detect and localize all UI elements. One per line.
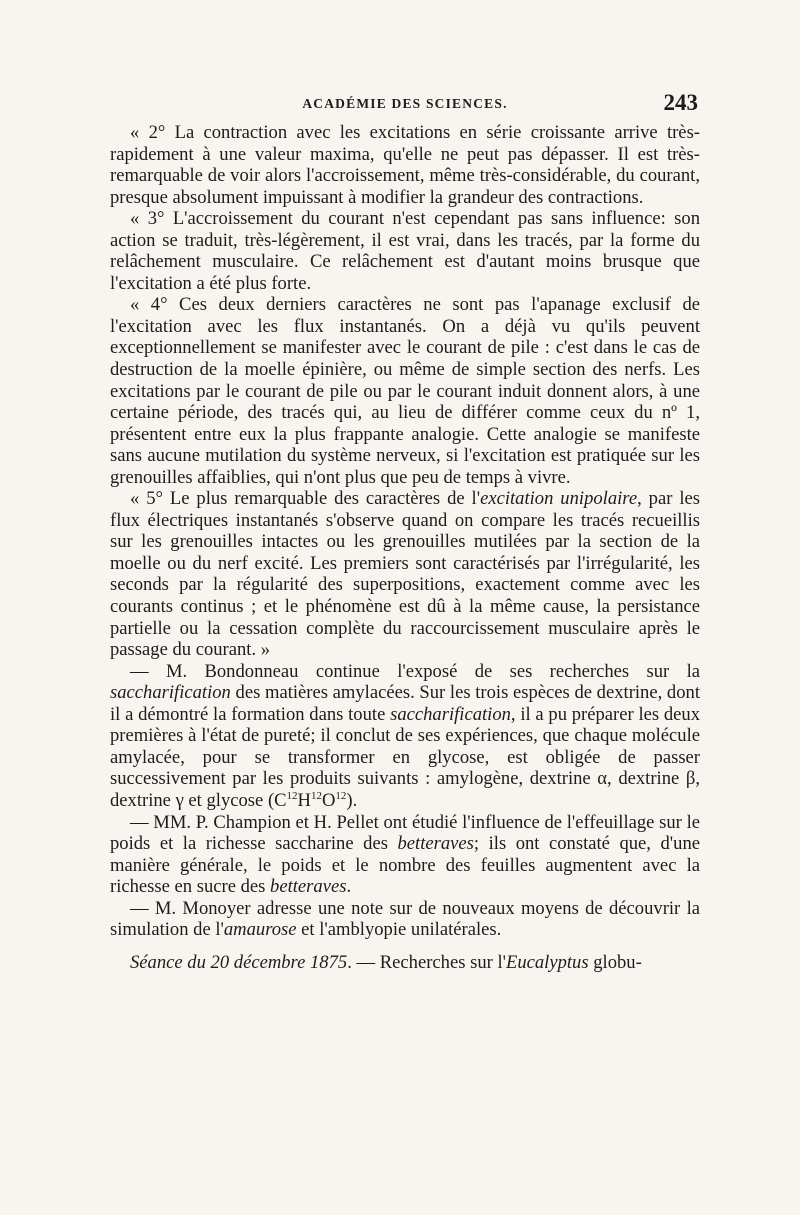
text-run: O [321, 789, 336, 811]
formula-superscript: 12 [335, 789, 347, 802]
page-body [110, 122, 700, 973]
text-run: ; ils ont constaté que, d'une manière générale, le poids et le nombre des feuilles augmentent avec la richesse en sucre des [110, 833, 700, 898]
paragraph-accroissement-courant: « 3° L'accroissement du courant n'est cependant pas sans influence: son action se traduit, très-légèrement, il est vrai, dans les tracés, par la forme du relâchement musculaire. Ce relâchement est d'autant moins brusque que l'excitation a été plus forte. [110, 208, 700, 294]
text-run: , par les flux électriques instantanés s'observe quand on compare les tracés recueillis sur les grenouilles intactes ou les grenouilles mutilées par la section de la moelle ou du nerf excité. Les premiers sont caractérisés par l'irrégularité, les seconds par la régularité des superpositions, exactement comme avec les courants continus ; et le phénomène est dû à la même cause, la persistance partielle ou la cessation complète du raccourcissement musculaire après le passage du courant. » [110, 488, 700, 661]
text-run: des matières amylacées. Sur les trois espèces de dextrine, dont il a démontré la formation dans toute [110, 682, 700, 725]
text-run: globu- [588, 951, 642, 973]
italic-term: saccharification [390, 703, 511, 725]
text-run: . [346, 876, 352, 898]
italic-term: amaurose [223, 919, 297, 941]
text-run: . — Recherches sur l' [347, 951, 506, 973]
text-run: , il a pu préparer les deux premières à l'état de pureté; il conclut de ses expériences, que chaque molécule amylacée, pour se transformer en glycose, est obligée de passer successivement par les produits suivants : amylogène, dextrine α, dextrine β, dextrine γ et glycose (C [110, 703, 700, 811]
text-run: et l'amblyopie unilatérales. [296, 919, 502, 941]
text-run: ). [346, 789, 358, 811]
running-title: ACADÉMIE DES SCIENCES. [302, 96, 508, 111]
italic-term: betteraves [397, 833, 474, 855]
italic-term: saccharification [110, 682, 231, 704]
paragraph-flux-instantanes: « 4° Ces deux derniers caractères ne sont pas l'apanage exclusif de l'excitation avec les flux instantanés. On a déjà vu qu'ils peuvent exceptionnellement se manifester avec le courant de pile : c'est dans le cas de destruction de la moelle épinière, ou même de simple section des nerfs. Les excitations par le courant de pile ou par le courant induit donnent alors, à une certaine période, des tracés qui, au lieu de différer comme ceux du nº 1, présentent entre eux la plus frappante analogie. Cette analogie se manifeste sans aucune mutilation du système nerveux, si l'excitation est pratiquée sur les grenouilles affaiblies, qui n'ont plus que peu de temps à vivre. [110, 294, 700, 488]
text-run: — MM. P. Champion et H. Pellet ont étudié l'influence de l'effeuillage sur le poids et la richesse saccharine des [110, 811, 700, 855]
formula-superscript: 12 [310, 789, 322, 802]
paragraph-champion-pellet [110, 812, 700, 898]
formula-superscript: 12 [286, 789, 298, 802]
document-page [110, 88, 700, 973]
text-run: — M. Monoyer adresse une note sur de nouveaux moyens de découvrir la simulation de l' [110, 897, 700, 941]
italic-term: excitation unipolaire [480, 488, 638, 510]
page-number: 243 [663, 90, 698, 115]
paragraph-contraction-maxima: « 2° La contraction avec les excitations en série croissante arrive très-rapidement à une valeur maxima, qu'elle ne peut pas dépasser. Il est très-remarquable de voir alors l'accroissement, même très-considérable, du courant, presque absolument impuissant à modifier la grandeur des contractions. [110, 122, 700, 208]
paragraph-bondonneau-saccharification [110, 661, 700, 812]
page-header [110, 88, 700, 122]
paragraph-excitation-unipolaire [110, 488, 700, 660]
paragraph-monoyer [110, 898, 700, 941]
text-run: — M. Bondonneau continue l'exposé de ses recherches sur la [130, 660, 700, 682]
text-run: H [297, 789, 311, 811]
session-date: Séance du 20 décembre 1875 [130, 951, 348, 973]
italic-term: betteraves [270, 876, 347, 898]
italic-term: Eucalyptus [505, 951, 589, 973]
paragraph-seance-20-decembre [110, 952, 700, 974]
text-run: « 5° Le plus remarquable des caractères de l' [130, 488, 481, 510]
